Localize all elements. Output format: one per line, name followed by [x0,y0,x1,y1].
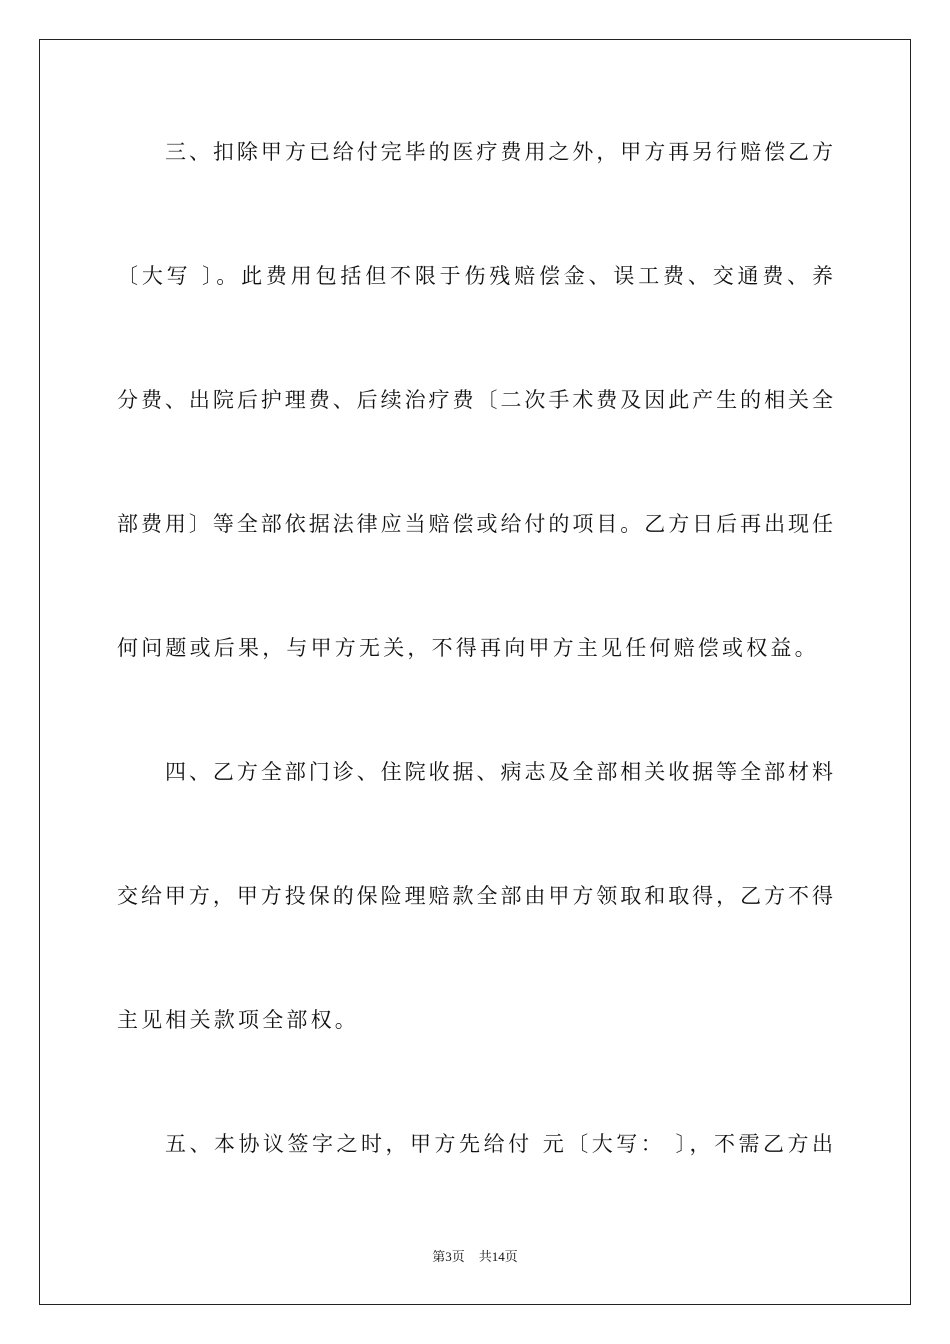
paragraph-4-line-1: 四、乙方全部门诊、住院收据、病志及全部相关收据等全部材料 [165,760,833,784]
paragraph-3-line-2: 〔大写 〕。此费用包括但不限于伤残赔偿金、误工费、交通费、养 [117,264,833,288]
page-number: 第3页 [432,1249,465,1264]
page-border [39,39,911,1305]
paragraph-4-line-3: 主见相关款项全部权。 [117,1008,359,1032]
paragraph-5-line-1: 五、本协议签字之时，甲方先给付 元〔大写： 〕，不需乙方出 [165,1132,833,1156]
page-total: 共14页 [478,1249,518,1264]
paragraph-3-line-3: 分费、出院后护理费、后续治疗费〔二次手术费及因此产生的相关全 [117,388,833,412]
paragraph-3-line-4: 部费用〕等全部依据法律应当赔偿或给付的项目。乙方日后再出现任 [117,512,833,536]
paragraph-3-line-5: 何问题或后果，与甲方无关，不得再向甲方主见任何赔偿或权益。 [117,636,819,660]
paragraph-4-line-2: 交给甲方，甲方投保的保险理赔款全部由甲方领取和取得，乙方不得 [117,884,833,908]
paragraph-3-line-1: 三、扣除甲方已给付完毕的医疗费用之外，甲方再另行赔偿乙方 [165,140,833,164]
page-footer [0,1248,950,1266]
